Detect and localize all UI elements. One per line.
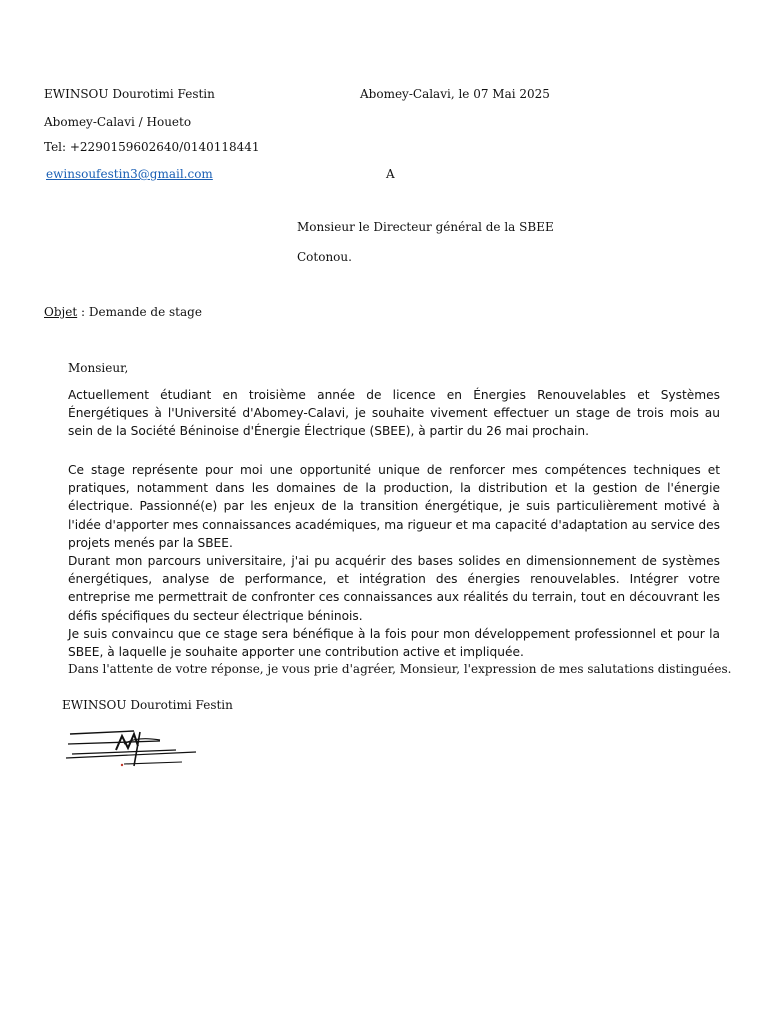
closing-formula: Dans l'attente de votre réponse, je vous prie d'agréer, Monsieur, l'expression de mes salutations distinguées.: [68, 662, 732, 676]
recipient-prefix: A: [386, 167, 395, 181]
sender-name: EWINSOU Dourotimi Festin: [44, 87, 215, 101]
subject-text: : Demande de stage: [77, 305, 202, 319]
salutation: Monsieur,: [68, 361, 129, 375]
recipient-title: Monsieur le Directeur général de la SBEE: [297, 220, 554, 234]
paragraph-1: Actuellement étudiant en troisième année de licence en Énergies Renouvelables et Systèmes Énergétiques à l'Université d'Abomey-Calavi, je souhaite vivement effectuer un stage de trois mois au sein de la Société Béninoise d'Énergie Électrique (SBEE), à partir du 26 mai prochain.: [68, 388, 720, 439]
handwritten-signature: [64, 726, 198, 770]
sender-phone: Tel: +2290159602640/0140118441: [44, 140, 260, 154]
sender-address: Abomey-Calavi / Houeto: [44, 115, 192, 129]
recipient-city: Cotonou.: [297, 250, 352, 264]
subject-label: Objet: [44, 305, 78, 319]
sender-email-link[interactable]: ewinsoufestin3@gmail.com: [46, 167, 213, 181]
subject-line: [44, 305, 202, 319]
paragraph-3: Durant mon parcours universitaire, j'ai pu acquérir des bases solides en dimensionnement de systèmes énergétiques, analyse de performance, et intégration des énergies renouvelables. Intégrer votre entreprise me permettrait de confronter ces connaissances aux réalités du terrain, tout en découvrant les défis spécifiques du secteur électrique béninois.: [68, 554, 720, 623]
signature-name: EWINSOU Dourotimi Festin: [62, 698, 233, 712]
paragraph-2: Ce stage représente pour moi une opportunité unique de renforcer mes compétences techniques et pratiques, notamment dans les domaines de la production, la distribution et la gestion de l'énergie électrique. Passionné(e) par les enjeux de la transition énergétique, je suis particulièrement motivé à l'idée d'apporter mes connaissances académiques, ma rigueur et ma capacité d'adaptation au service des projets menés par la SBEE.: [68, 463, 720, 550]
place-date: Abomey-Calavi, le 07 Mai 2025: [360, 87, 550, 101]
paragraph-4: Je suis convaincu que ce stage sera bénéfique à la fois pour mon développement professionnel et pour la SBEE, à laquelle je souhaite apporter une contribution active et impliquée.: [68, 627, 720, 660]
